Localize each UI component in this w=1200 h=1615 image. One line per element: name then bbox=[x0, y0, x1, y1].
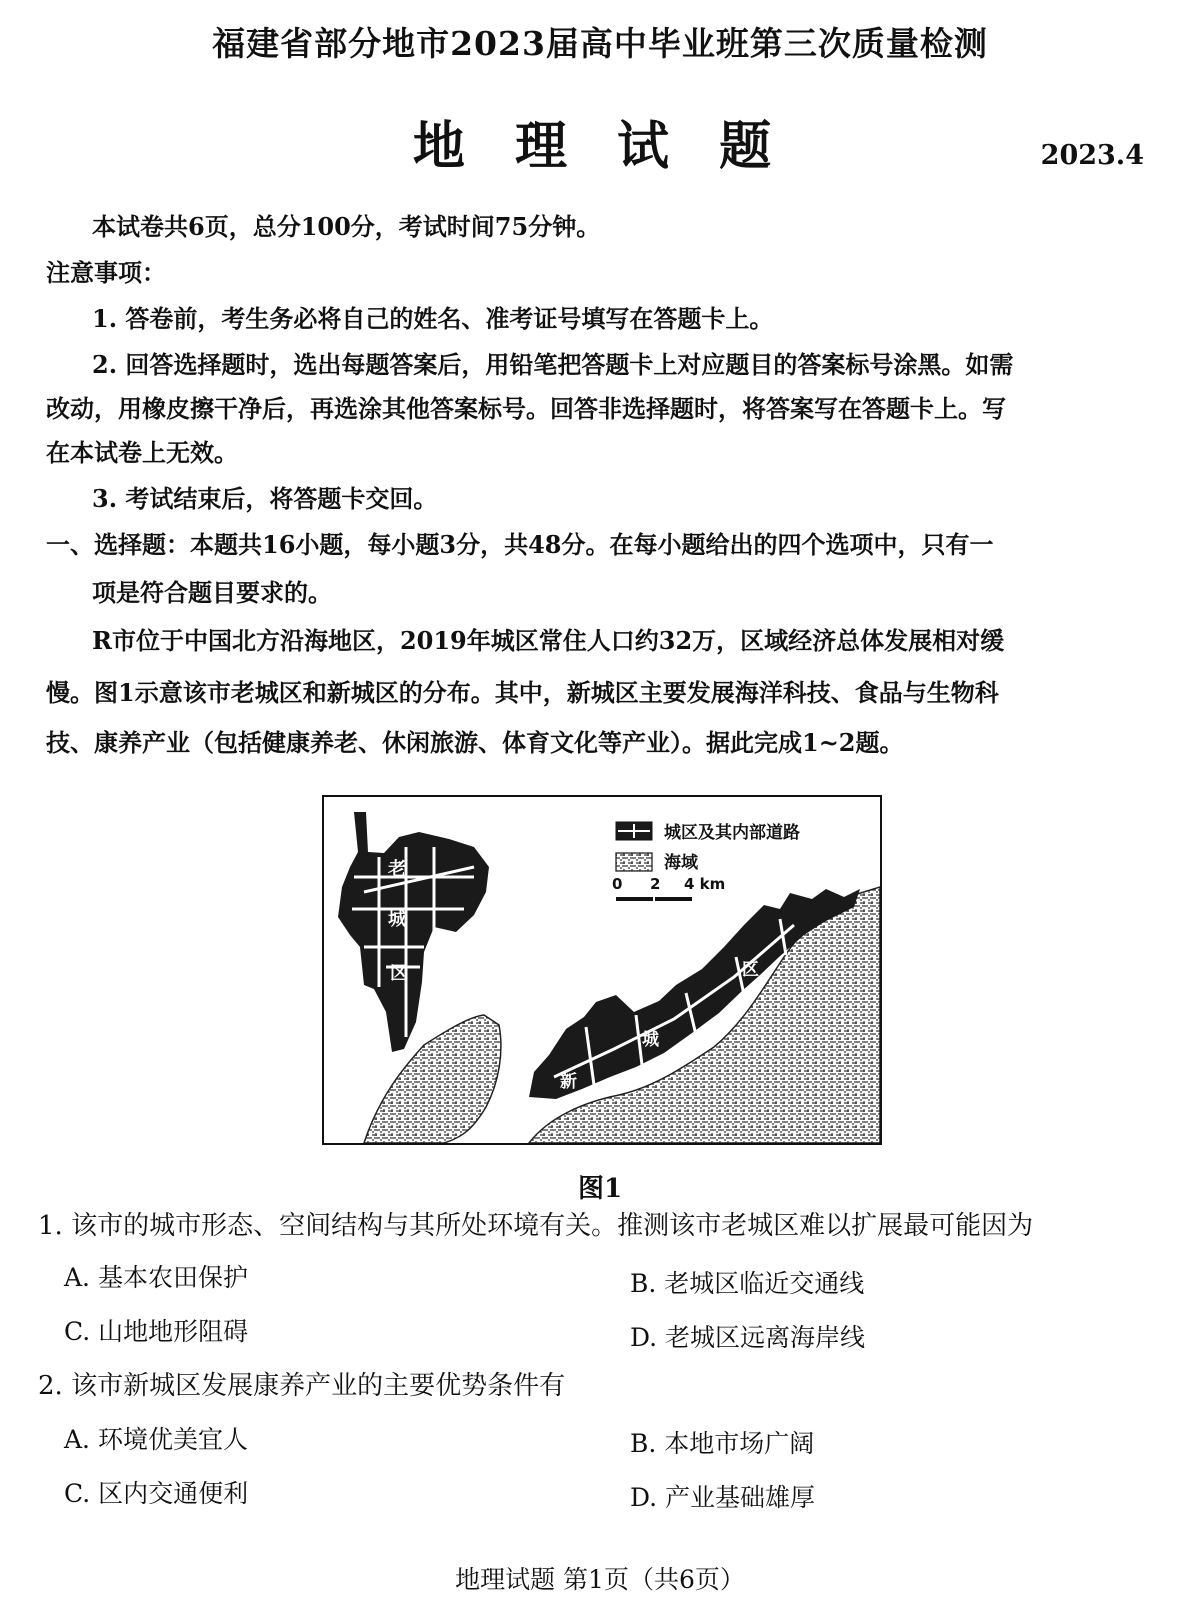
exam-summary: 本试卷共6页，总分100分，考试时间75分钟。 bbox=[92, 212, 601, 241]
legend-sea-label: 海域 bbox=[664, 853, 698, 873]
note-2-line-2: 改动，用橡皮擦干净后，再选涂其他答案标号。回答非选择题时，将答案写在答题卡上。写 bbox=[46, 394, 1006, 423]
question-1-option-a[interactable]: A. 基本农田保护 bbox=[64, 1263, 248, 1292]
question-2-stem: 2. 该市新城区发展康养产业的主要优势条件有 bbox=[38, 1371, 566, 1401]
question-1-stem: 1. 该市的城市形态、空间结构与其所处环境有关。推测该市老城区难以扩展最可能因为 bbox=[38, 1211, 1034, 1241]
scale-2-label: 2 bbox=[650, 875, 661, 893]
scale-0-label: 0 bbox=[612, 875, 623, 893]
page-footer: 地理试题 第1页（共6页） bbox=[455, 1565, 745, 1594]
section-heading-line-2: 项是符合题目要求的。 bbox=[92, 578, 332, 607]
subject-title: 地 理 试 题 bbox=[412, 116, 788, 177]
note-3: 3. 考试结束后，将答题卡交回。 bbox=[92, 484, 438, 513]
sea-area-west bbox=[364, 1015, 501, 1143]
figure-1-map bbox=[322, 795, 882, 1145]
section-heading-line-1: 一、选择题：本题共16小题，每小题3分，共48分。在每小题给出的四个选项中，只有一 bbox=[46, 530, 994, 559]
question-2-option-c[interactable]: C. 区内交通便利 bbox=[64, 1479, 249, 1508]
map-drawing bbox=[324, 797, 880, 1143]
passage-line-2: 慢。图1示意该市老城区和新城区的分布。其中，新城区主要发展海洋科技、食品与生物科 bbox=[46, 678, 999, 707]
old-district-area bbox=[338, 812, 489, 1052]
passage-line-3: 技、康养产业（包括健康养老、休闲旅游、体育文化等产业）。据此完成1~2题。 bbox=[46, 728, 904, 757]
question-1-option-d[interactable]: D. 老城区远离海岸线 bbox=[630, 1323, 866, 1352]
exam-date: 2023.4 bbox=[1040, 140, 1144, 171]
new-district-char-1: 新 bbox=[560, 1072, 577, 1092]
new-district-char-2: 城 bbox=[642, 1030, 659, 1050]
question-2-option-b[interactable]: B. 本地市场广阔 bbox=[630, 1429, 815, 1458]
passage-line-1: R市位于中国北方沿海地区，2019年城区常住人口约32万，区域经济总体发展相对缓 bbox=[92, 626, 1005, 655]
old-district-char-1: 老 bbox=[388, 859, 406, 880]
question-2-option-d[interactable]: D. 产业基础雄厚 bbox=[630, 1483, 816, 1512]
old-district-char-2: 城 bbox=[388, 909, 406, 930]
question-1-option-c[interactable]: C. 山地地形阻碍 bbox=[64, 1317, 249, 1346]
notes-heading: 注意事项： bbox=[46, 258, 166, 287]
new-district-char-3: 区 bbox=[742, 960, 759, 980]
legend-sea-swatch bbox=[616, 853, 652, 871]
note-1: 1. 答卷前，考生务必将自己的姓名、准考证号填写在答题卡上。 bbox=[92, 304, 774, 333]
old-district-char-3: 区 bbox=[390, 963, 408, 984]
note-2-line-1: 2. 回答选择题时，选出每题答案后，用铅笔把答题卡上对应题目的答案标号涂黑。如需 bbox=[92, 350, 1014, 379]
question-2-option-a[interactable]: A. 环境优美宜人 bbox=[64, 1425, 248, 1454]
note-2-line-3: 在本试卷上无效。 bbox=[46, 438, 238, 467]
exam-header-title: 福建省部分地市2023届高中毕业班第三次质量检测 bbox=[212, 24, 988, 63]
figure-caption: 图1 bbox=[577, 1174, 623, 1204]
legend-urban-label: 城区及其内部道路 bbox=[664, 823, 800, 843]
scale-4-label: 4 km bbox=[684, 875, 726, 893]
question-1-option-b[interactable]: B. 老城区临近交通线 bbox=[630, 1269, 865, 1298]
